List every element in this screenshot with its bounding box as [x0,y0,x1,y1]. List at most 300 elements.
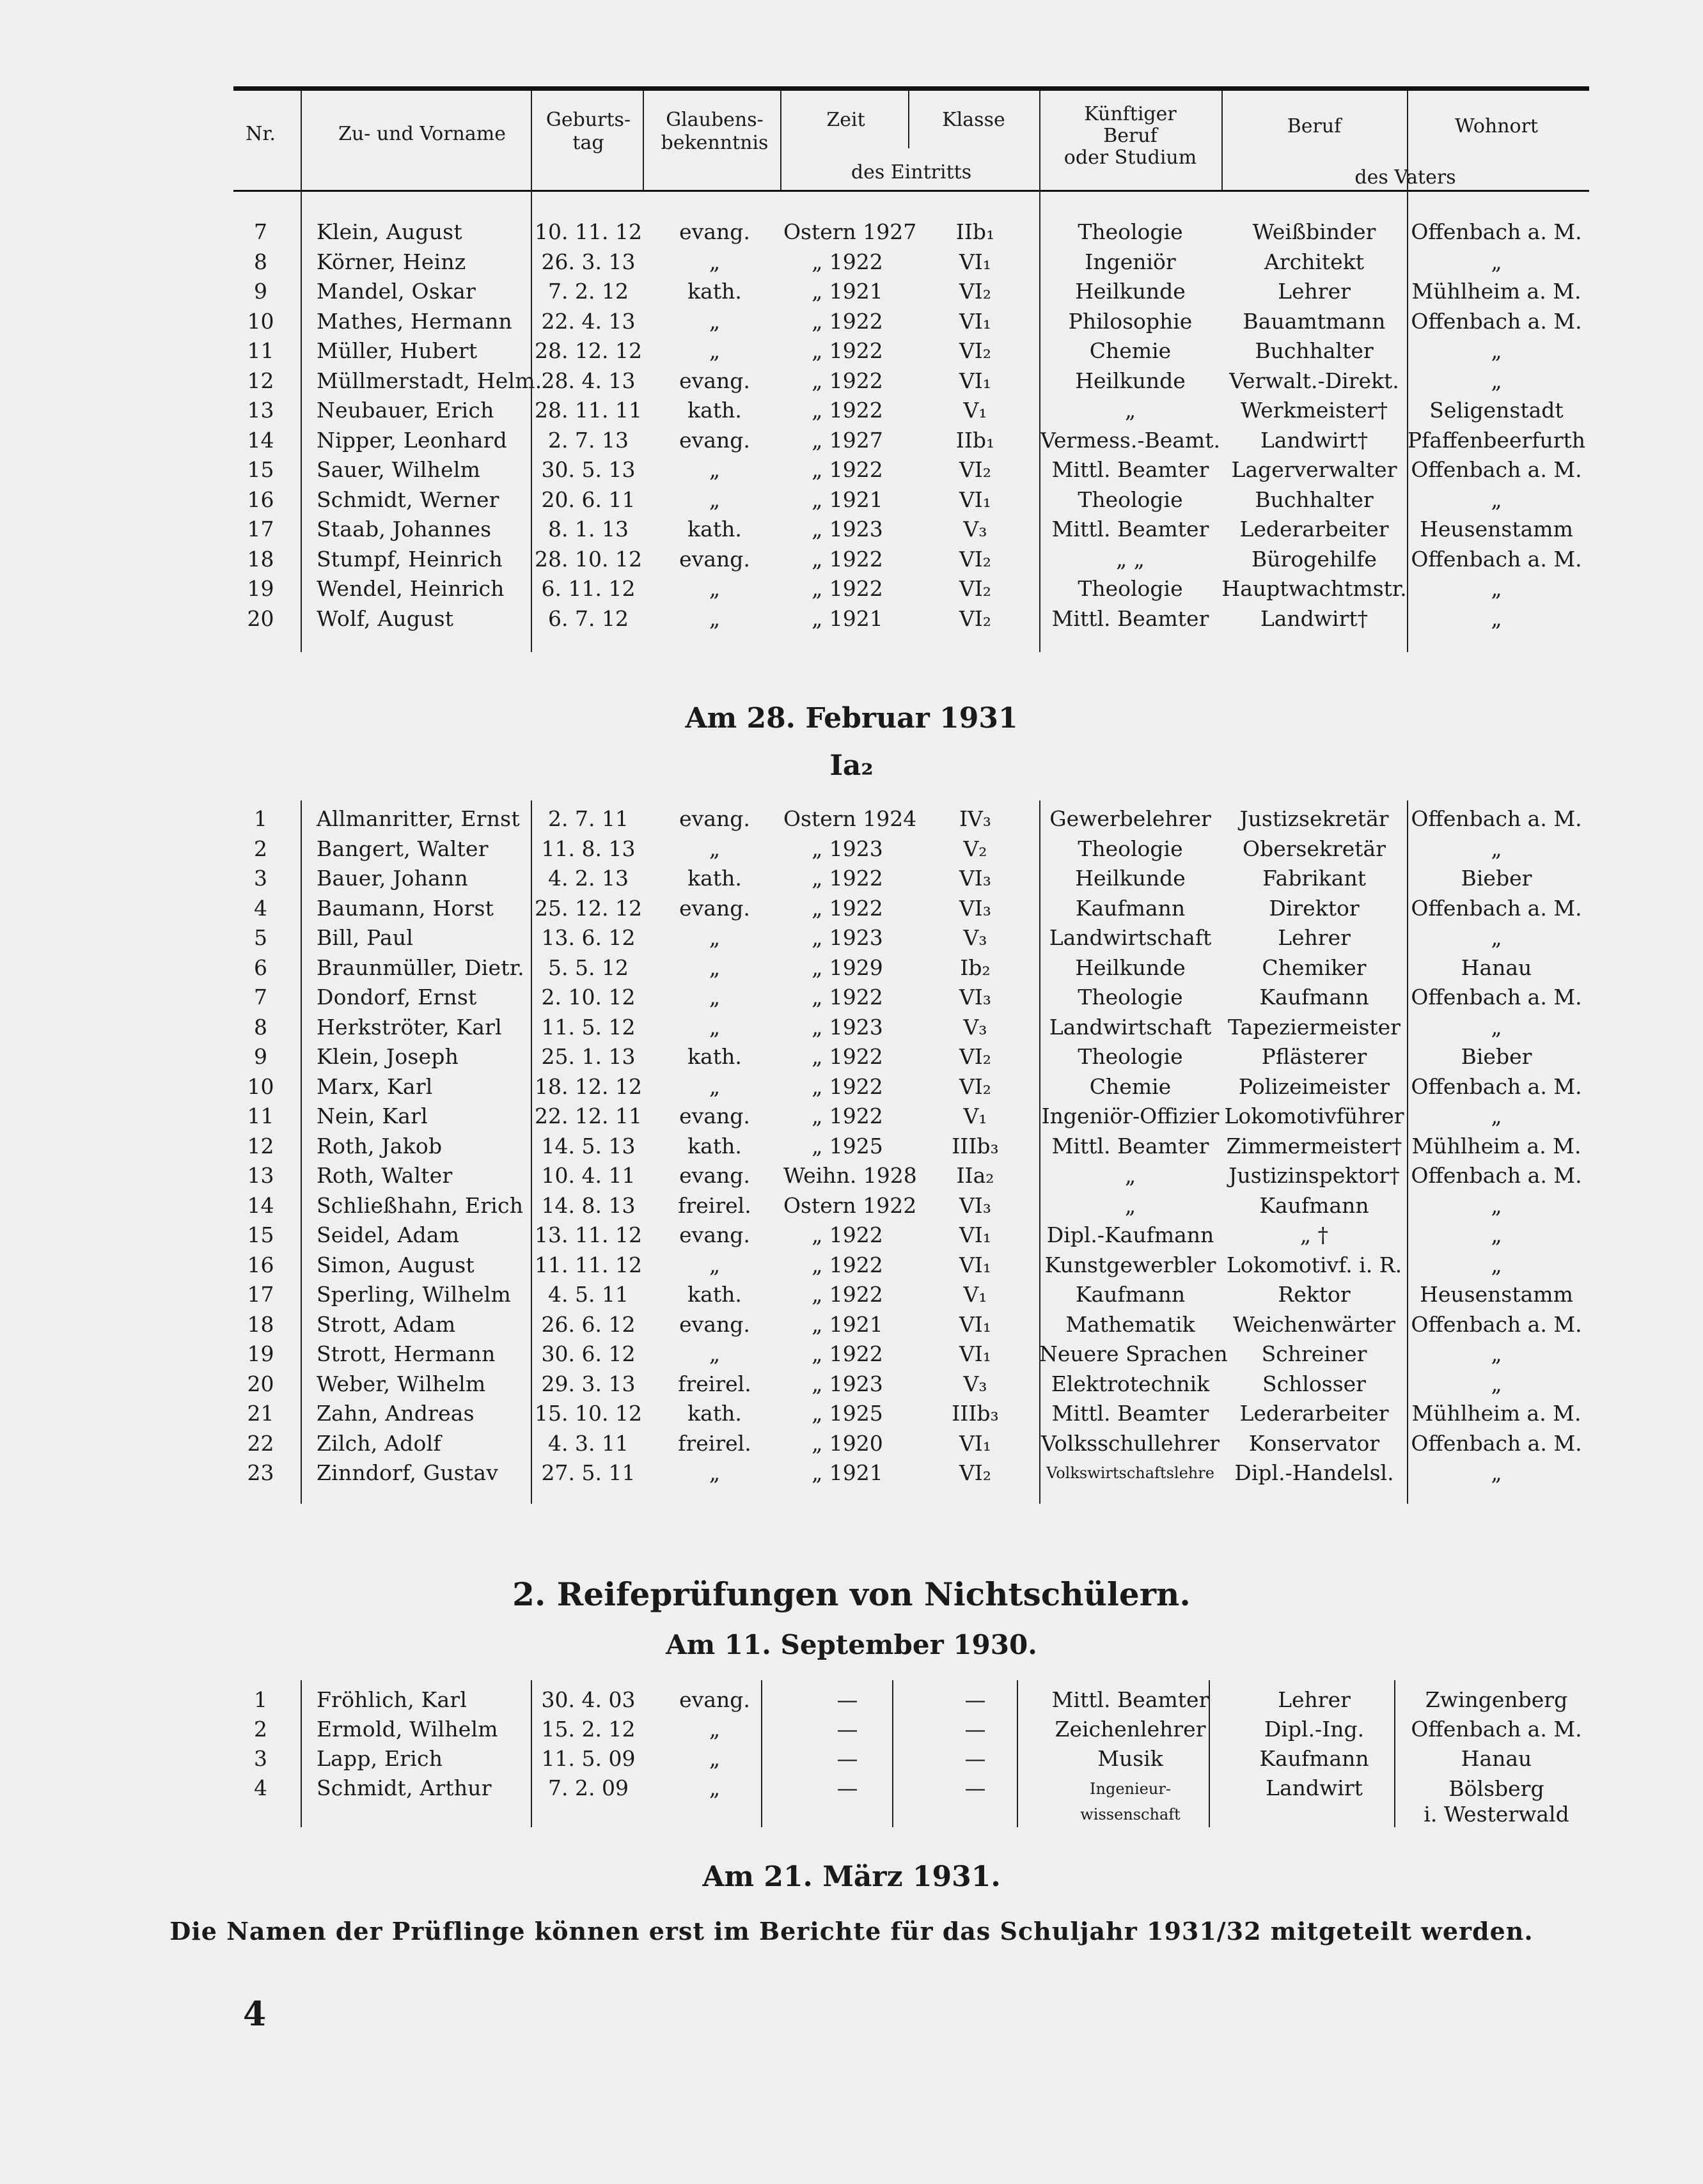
cell-father-job: Bürogehilfe [1252,546,1377,572]
cell-father-home: „ [1491,836,1502,861]
cell-name: Seidel, Adam [317,1222,460,1247]
cell-father-home: „ [1491,1341,1502,1366]
cell-father-job: Dipl.-Handelsl. [1234,1460,1394,1485]
cell-entry-class: VI₁ [959,1311,992,1337]
cell-father-job: Konservator [1248,1430,1380,1456]
cell-religion: evang. [679,546,750,572]
cell-father-job: Weißbinder [1252,219,1376,244]
cell-name: Nipper, Leonhard [317,427,507,453]
cell-dob: 22. 4. 13 [541,308,636,334]
table-row [0,1280,1703,1309]
cell-future-career: Theologie [1078,985,1183,1010]
section4-date: Am 21. März 1931. [702,1860,1001,1893]
cell-future-career: Mittl. Beamter [1051,605,1209,631]
table-row [0,1458,1703,1488]
cell-father-home: Bieber [1461,1044,1532,1069]
table-row [0,804,1703,834]
table-row [0,545,1703,574]
header-future: Künftiger Beruf oder Studium [1063,103,1197,169]
header-bottom-rule [233,190,1589,192]
cell-religion: „ [709,308,721,334]
cell-entry-year: „ 1921 [812,487,883,512]
table-row [0,574,1703,604]
cell-father-job: Polizeimeister [1238,1073,1390,1099]
cell-nr: 16 [247,1252,274,1277]
cell-religion: „ [709,1775,721,1800]
cell-entry-year: — [836,1746,858,1771]
table-row [0,396,1703,425]
cell-future-career: Heilkunde [1075,279,1186,304]
cell-entry-year: „ 1921 [812,605,883,631]
cell-entry-class: VI₁ [959,249,992,274]
cell-father-home: „ [1491,1222,1502,1247]
cell-entry-year: „ 1922 [812,1073,883,1099]
cell-religion: „ [709,249,721,274]
cell-dob: 13. 11. 12 [535,1222,642,1247]
cell-entry-class: — [964,1687,986,1712]
top-thick-rule [233,86,1589,91]
cell-future-career: Mathematik [1065,1311,1195,1337]
cell-entry-year: Ostern 1922 [783,1192,917,1218]
cell-entry-year: „ 1922 [812,398,883,423]
table-row [0,1221,1703,1250]
table-row [0,1339,1703,1369]
cell-nr: 20 [247,1371,274,1396]
cell-entry-year: „ 1923 [812,925,883,950]
cell-dob: 26. 3. 13 [541,249,636,274]
cell-entry-class: V₂ [963,836,987,861]
cell-religion: kath. [687,1401,742,1426]
cell-religion: evang. [679,1311,750,1337]
cell-religion: freirel. [678,1192,751,1218]
cell-name: Klein, August [317,219,462,244]
cell-father-home: Offenbach a. M. [1411,1163,1582,1188]
table-row [0,1072,1703,1102]
cell-entry-year: — [836,1687,858,1712]
cell-father-job: Kaufmann [1259,1192,1369,1218]
cell-dob: 10. 11. 12 [535,219,642,244]
cell-entry-class: V₃ [963,1014,987,1040]
cell-father-home: „ [1491,338,1502,363]
cell-entry-class: VI₂ [959,279,992,304]
cell-entry-class: V₁ [963,398,987,423]
cell-entry-year: „ 1923 [812,517,883,542]
cell-name: Müllmerstadt, Helm. [317,368,542,393]
cell-nr: 11 [247,1104,274,1128]
cell-dob: 4. 3. 11 [548,1430,629,1456]
cell-name: Klein, Joseph [317,1044,459,1069]
table-row [0,1310,1703,1339]
cell-dob: 11. 11. 12 [535,1252,642,1277]
cell-dob: 27. 5. 11 [541,1460,636,1485]
cell-father-job: Schreiner [1261,1341,1367,1366]
table-row [0,1685,1703,1715]
cell-father-home: „ [1491,1371,1502,1396]
header-dob: Geburts- tag [545,109,631,154]
table-row [0,307,1703,336]
cell-entry-year: „ 1922 [812,308,883,334]
table-row [0,1191,1703,1221]
cell-entry-year: „ 1923 [812,1371,883,1396]
cell-father-home: „ [1491,487,1502,512]
cell-nr: 18 [247,1311,274,1337]
cell-nr: 13 [247,398,274,423]
cell-dob: 2. 10. 12 [541,985,636,1010]
cell-name: Marx, Karl [317,1073,433,1099]
cell-future-career: Neuere Sprachen [1039,1341,1228,1366]
cell-father-home: Offenbach a. M. [1411,895,1582,921]
cell-father-job: Lehrer [1278,925,1351,950]
cell-nr: 10 [247,308,274,334]
cell-nr: 4 [254,1775,267,1800]
cell-dob: 15. 2. 12 [541,1717,636,1742]
cell-name: Lapp, Erich [317,1746,443,1771]
cell-father-home: Offenbach a. M. [1411,546,1582,572]
cell-name: Baumann, Horst [317,895,494,921]
cell-nr: 9 [254,279,267,304]
table-row [0,426,1703,455]
cell-entry-year: „ 1922 [812,338,883,363]
cell-father-home: Heusenstamm [1420,517,1573,542]
cell-entry-year: „ 1921 [812,279,883,304]
cell-nr: 17 [247,517,274,542]
cell-entry-year: „ 1929 [812,955,883,980]
cell-father-home: „ [1491,1252,1502,1277]
cell-nr: 14 [247,427,274,453]
cell-entry-class: — [964,1717,986,1742]
cell-future-career: Theologie [1078,219,1183,244]
cell-nr: 20 [247,605,274,631]
cell-name: Strott, Adam [317,1311,456,1337]
cell-nr: 18 [247,546,274,572]
table-row [0,485,1703,515]
cell-future-career: „ [1124,1163,1136,1188]
table-row [0,455,1703,485]
header-religion: Glaubens- bekenntnis [661,109,769,154]
cell-dob: 30. 4. 03 [541,1687,636,1712]
table-row [0,1251,1703,1280]
cell-father-home: Offenbach a. M. [1411,219,1582,244]
cell-father-home: „ [1491,605,1502,631]
cell-entry-class: VI₁ [959,1341,992,1366]
cell-dob: 4. 2. 13 [548,866,629,891]
cell-name: Strott, Hermann [317,1341,496,1366]
cell-nr: 10 [247,1073,274,1099]
cell-father-job: „ † [1299,1222,1329,1247]
cell-name: Stumpf, Heinrich [317,546,503,572]
cell-father-job: Obersekretär [1243,836,1386,861]
cell-entry-class: V₃ [963,925,987,950]
header-entry-class: Klasse [942,109,1005,131]
cell-entry-year: — [836,1717,858,1742]
cell-dob: 14. 5. 13 [541,1133,636,1158]
cell-nr: 5 [254,925,267,950]
cell-dob: 7. 2. 09 [548,1775,629,1800]
cell-father-home: Offenbach a. M. [1411,1430,1582,1456]
cell-religion: evang. [679,806,750,831]
cell-father-job: Buchhalter [1255,487,1374,512]
cell-father-job: Lehrer [1278,1687,1351,1712]
cell-future-career: Kaufmann [1075,895,1186,921]
cell-nr: 11 [247,338,274,363]
cell-entry-class: VI₂ [959,546,992,572]
cell-future-career: Dipl.-Kaufmann [1046,1222,1214,1247]
cell-religion: kath. [687,1282,742,1307]
cell-father-job: Kaufmann [1259,1746,1369,1771]
cell-religion: „ [709,1073,721,1099]
cell-father-home: Seligenstadt [1429,398,1564,423]
cell-entry-year: „ 1922 [812,457,883,482]
cell-name: Herkströter, Karl [317,1014,502,1040]
cell-name: Braunmüller, Dietr. [317,955,524,980]
cell-entry-year: „ 1922 [812,1282,883,1307]
cell-religion: evang. [679,219,750,244]
cell-nr: 16 [247,487,274,512]
cell-future-career: Ingeniör [1085,249,1176,274]
cell-religion: „ [709,1717,721,1742]
cell-future-career: Mittl. Beamter [1051,517,1209,542]
cell-religion: „ [709,1746,721,1771]
cell-dob: 14. 8. 13 [541,1192,636,1218]
cell-future-career: Theologie [1078,836,1183,861]
cell-dob: 8. 1. 13 [548,517,629,542]
cell-father-job: Fabrikant [1262,866,1366,891]
cell-future-career: Heilkunde [1075,955,1186,980]
cell-entry-class: — [964,1746,986,1771]
cell-entry-class: VI₂ [959,576,992,601]
cell-entry-class: IIIb₃ [952,1133,999,1158]
cell-name: Schließhahn, Erich [317,1192,524,1218]
cell-religion: freirel. [678,1371,751,1396]
cell-name: Mandel, Oskar [317,279,476,304]
cell-name: Simon, August [317,1252,475,1277]
cell-dob: 28. 11. 11 [535,398,642,423]
cell-father-home: Hanau [1461,955,1532,980]
cell-future-career: Theologie [1078,576,1183,601]
cell-father-job: Justizsekretär [1239,806,1389,831]
cell-future-career: Mittl. Beamter [1051,1133,1209,1158]
cell-entry-class: VI₁ [959,308,992,334]
cell-future-career: „ [1124,398,1136,423]
cell-entry-class: V₃ [963,517,987,542]
cell-father-job: Rektor [1278,1282,1351,1307]
col-divider [908,91,909,148]
cell-religion: „ [709,925,721,950]
cell-dob: 29. 3. 13 [541,1371,636,1396]
cell-name: Allmanritter, Ernst [317,806,520,831]
cell-father-home: „ [1491,1192,1502,1218]
cell-father-job: Buchhalter [1255,338,1374,363]
cell-dob: 6. 7. 12 [548,605,629,631]
cell-dob: 28. 4. 13 [541,368,636,393]
cell-entry-year: „ 1923 [812,1014,883,1040]
cell-father-job: Werkmeister† [1241,398,1388,423]
cell-name: Fröhlich, Karl [317,1687,467,1712]
cell-name: Weber, Wilhelm [317,1371,486,1396]
cell-entry-class: VI₂ [959,1460,992,1485]
cell-name: Bangert, Walter [317,836,489,861]
cell-entry-year: „ 1922 [812,895,883,921]
cell-future-career: Philosophie [1068,308,1193,334]
cell-entry-year: „ 1922 [812,368,883,393]
cell-father-job: Lagerverwalter [1231,457,1397,482]
header-father-common: des Vaters [1354,166,1456,189]
cell-religion: kath. [687,1044,742,1069]
table-row [0,894,1703,923]
cell-entry-year: „ 1922 [812,866,883,891]
cell-name: Mathes, Hermann [317,308,512,334]
cell-dob: 2. 7. 11 [548,806,629,831]
cell-father-job: Lehrer [1278,279,1351,304]
cell-entry-year: Weihn. 1928 [783,1163,917,1188]
cell-name: Zilch, Adolf [317,1430,441,1456]
cell-dob: 30. 6. 12 [541,1341,636,1366]
table-row [0,923,1703,953]
cell-nr: 12 [247,1133,274,1158]
cell-religion: kath. [687,279,742,304]
cell-entry-year: „ 1920 [812,1430,883,1456]
cell-father-job: Weichenwärter [1232,1311,1396,1337]
cell-name: Roth, Jakob [317,1133,443,1158]
cell-religion: evang. [679,427,750,453]
cell-father-job: Schlosser [1262,1371,1366,1396]
table-row [0,1102,1703,1131]
cell-dob: 28. 10. 12 [535,546,642,572]
table-row [0,217,1703,247]
cell-father-job: Tapeziermeister [1228,1014,1401,1040]
header-entry-time: Zeit [826,109,865,131]
header-name: Zu- und Vorname [338,123,506,145]
cell-father-home: Pfaffenbeerfurth [1407,427,1586,453]
table-row [0,1399,1703,1428]
cell-name: Müller, Hubert [317,338,478,363]
cell-father-job: Hauptwachtmstr. [1221,576,1407,601]
cell-religion: evang. [679,895,750,921]
cell-entry-class: VI₁ [959,368,992,393]
cell-nr: 12 [247,368,274,393]
cell-father-home: „ [1491,925,1502,950]
cell-entry-class: IIIb₃ [952,1401,999,1426]
cell-father-home: „ [1491,1014,1502,1040]
table-row [0,366,1703,396]
cell-father-home: Mühlheim a. M. [1411,1133,1581,1158]
cell-entry-class: VI₁ [959,1430,992,1456]
cell-nr: 1 [254,806,267,831]
cell-name: Neubauer, Erich [317,398,494,423]
cell-name: Zahn, Andreas [317,1401,475,1426]
cell-nr: 14 [247,1192,274,1218]
cell-entry-class: VI₁ [959,1252,992,1277]
cell-entry-class: VI₃ [959,985,992,1010]
cell-future-career: Kaufmann [1075,1282,1186,1307]
cell-future-career: Landwirtschaft [1049,1014,1212,1040]
cell-religion: evang. [679,1222,750,1247]
cell-father-job: Landwirt [1266,1775,1363,1800]
cell-father-home: Offenbach a. M. [1411,806,1582,831]
cell-religion: „ [709,605,721,631]
cell-entry-class: Ib₂ [960,955,991,980]
cell-father-job: Zimmermeister† [1226,1133,1402,1158]
cell-name: Schmidt, Arthur [317,1775,492,1800]
cell-entry-year: „ 1923 [812,836,883,861]
cell-nr: 9 [254,1044,267,1069]
section4-note: Die Namen der Prüflinge können erst im Berichte für das Schuljahr 1931/32 mitgeteilt werden. [169,1917,1534,1946]
section2-class-label: Ia₂ [829,749,874,782]
cell-religion: „ [709,955,721,980]
cell-religion: „ [709,1460,721,1485]
table-row [0,1369,1703,1399]
cell-father-job: Justizinspektor† [1228,1163,1400,1188]
cell-name: Bauer, Johann [317,866,468,891]
cell-future-career: Kunstgewerbler [1044,1252,1216,1277]
cell-future-career: Ingeniör-Offizier [1041,1104,1220,1128]
table-row [0,1429,1703,1458]
cell-religion: „ [709,487,721,512]
cell-entry-class: IIa₂ [956,1163,994,1188]
cell-entry-year: „ 1922 [812,985,883,1010]
cell-religion: „ [709,1014,721,1040]
cell-father-job: Chemiker [1262,955,1367,980]
cell-dob: 13. 6. 12 [541,925,636,950]
cell-religion: kath. [687,866,742,891]
cell-religion: evang. [679,1104,750,1128]
cell-father-home: Hanau [1461,1746,1532,1771]
cell-father-job: Lederarbeiter [1239,1401,1389,1426]
cell-entry-class: VI₂ [959,1044,992,1069]
cell-dob: 4. 5. 11 [548,1282,629,1307]
cell-future-career: Theologie [1078,1044,1183,1069]
cell-entry-class: VI₁ [959,1222,992,1247]
cell-future-career: Ingenieur- wissenschaft [1080,1780,1181,1823]
cell-father-home: Bölsberg i. Westerwald [1424,1776,1569,1827]
cell-nr: 19 [247,576,274,601]
cell-father-job: Lokomotivführer [1224,1104,1404,1128]
cell-dob: 10. 4. 11 [541,1163,636,1188]
cell-nr: 3 [254,1746,267,1771]
cell-dob: 18. 12. 12 [535,1073,642,1099]
cell-name: Schmidt, Werner [317,487,499,512]
cell-dob: 30. 5. 13 [541,457,636,482]
cell-entry-class: V₁ [963,1282,987,1307]
cell-name: Zinndorf, Gustav [317,1460,499,1485]
cell-entry-year: „ 1922 [812,546,883,572]
cell-dob: 11. 5. 12 [541,1014,636,1040]
table-row [0,1042,1703,1072]
cell-father-home: Heusenstamm [1420,1282,1573,1307]
cell-future-career: Theologie [1078,487,1183,512]
table-row [0,1132,1703,1161]
cell-father-job: Kaufmann [1259,985,1369,1010]
cell-nr: 1 [254,1687,267,1712]
cell-nr: 2 [254,1717,267,1742]
cell-religion: kath. [687,517,742,542]
cell-father-home: „ [1491,249,1502,274]
cell-entry-year: „ 1922 [812,1044,883,1069]
cell-entry-class: VI₃ [959,895,992,921]
cell-future-career: Gewerbelehrer [1049,806,1211,831]
cell-father-home: Offenbach a. M. [1411,985,1582,1010]
cell-nr: 3 [254,866,267,891]
cell-entry-class: VI₃ [959,1192,992,1218]
cell-name: Sauer, Wilhelm [317,457,481,482]
cell-future-career: „ „ [1116,546,1145,572]
cell-future-career: Chemie [1089,338,1172,363]
cell-nr: 17 [247,1282,274,1307]
cell-religion: „ [709,457,721,482]
cell-name: Körner, Heinz [317,249,466,274]
cell-dob: 11. 5. 09 [541,1746,636,1771]
header-entry-common: des Eintritts [851,161,972,183]
